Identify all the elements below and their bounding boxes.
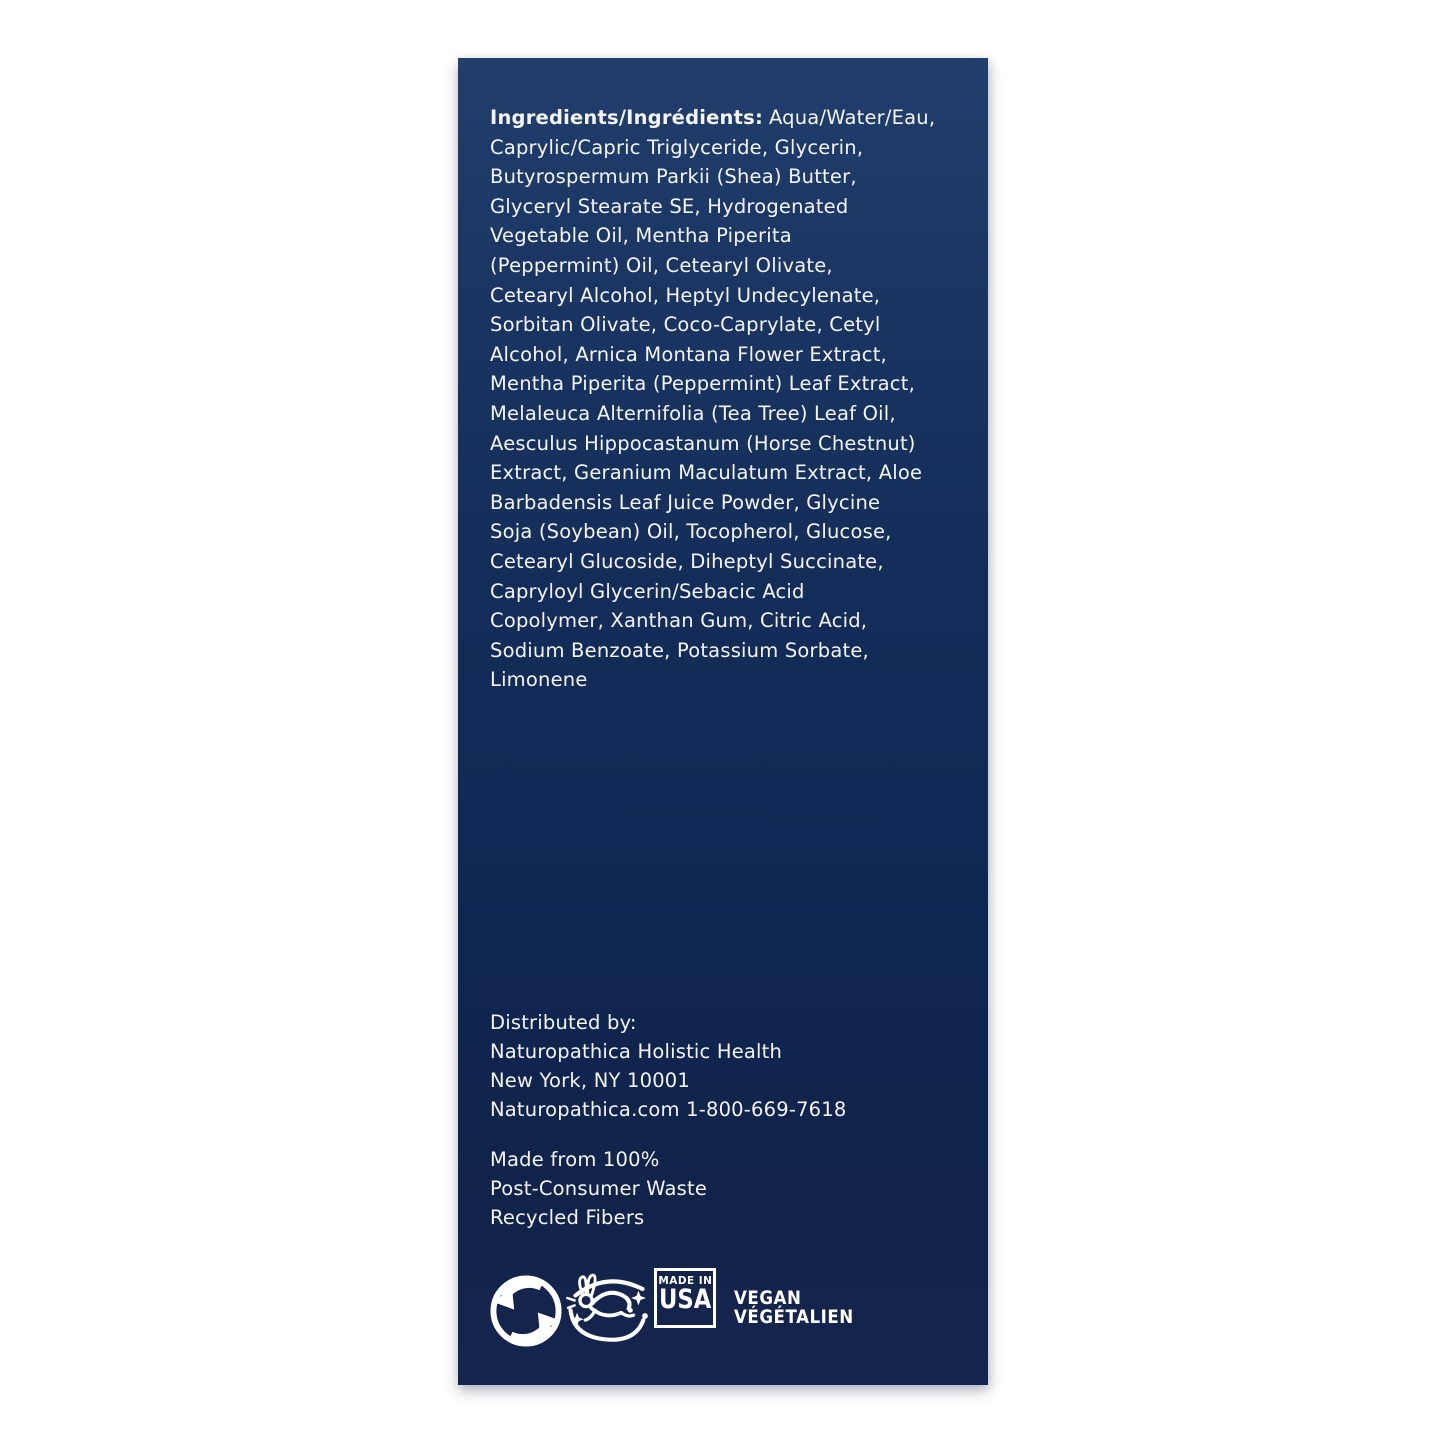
distributor-info [490, 1008, 847, 1124]
ingredients-line: Butyrospermum Parkii (Shea) Butter, [490, 165, 857, 189]
ingredients-line: Limonene [490, 668, 588, 692]
ingredients-line: Sodium Benzoate, Potassium Sorbate, [490, 638, 869, 662]
made-in-usa-badge [654, 1268, 716, 1328]
distributor-line: Naturopathica.com 1-800-669-7618 [490, 1098, 847, 1121]
distributor-line: Naturopathica Holistic Health [490, 1040, 783, 1063]
eco-line: Post-Consumer Waste [490, 1177, 708, 1200]
eco-line: Recycled Fibers [490, 1206, 645, 1229]
ingredients-line: Soja (Soybean) Oil, Tocopherol, Glucose, [490, 520, 892, 544]
vegan-label-en: VEGAN [734, 1288, 802, 1309]
ingredients-line: Sorbitan Olivate, Coco-Caprylate, Cetyl [490, 313, 881, 337]
ingredients-line: Extract, Geranium Maculatum Extract, Aloe [490, 461, 923, 485]
distributor-line: Distributed by: [490, 1011, 637, 1034]
ingredients-line: Vegetable Oil, Mentha Piperita [490, 224, 792, 248]
ingredients-line: Copolymer, Xanthan Gum, Citric Acid, [490, 609, 868, 633]
leaping-bunny-cruelty-free-icon [564, 1267, 654, 1347]
ingredients-list [490, 103, 935, 695]
product-box-back-panel [458, 58, 988, 1385]
ingredients-line-text: Aqua/Water/Eau, [768, 106, 936, 129]
green-dot-recycling-icon [489, 1274, 563, 1348]
ingredients-line: Glyceryl Stearate SE, Hydrogenated [490, 194, 849, 218]
ingredients-label: Ingredients/Ingrédients: [490, 106, 763, 129]
made-in-usa-badge-top: MADE IN [658, 1274, 712, 1287]
ingredients-line: Caprylic/Capric Triglyceride, Glycerin, [490, 135, 864, 159]
ingredients-line: Cetearyl Glucoside, Diheptyl Succinate, [490, 549, 884, 573]
eco-line: Made from 100% [490, 1148, 660, 1171]
ingredients-line: Alcohol, Arnica Montana Flower Extract, [490, 342, 887, 366]
distributor-line: New York, NY 10001 [490, 1069, 691, 1092]
made-in-usa-badge-main: USA [658, 1284, 712, 1315]
ingredients-line: Melaleuca Alternifolia (Tea Tree) Leaf Oil, [490, 401, 896, 425]
ingredients-line: (Peppermint) Oil, Cetearyl Olivate, [490, 253, 833, 277]
ingredients-line: Mentha Piperita (Peppermint) Leaf Extract, [490, 372, 915, 396]
ingredients-line [490, 103, 935, 133]
ingredients-line: Barbadensis Leaf Juice Powder, Glycine [490, 490, 881, 514]
vegan-label [734, 1289, 854, 1327]
ingredients-line: Capryloyl Glycerin/Sebacic Acid [490, 579, 805, 603]
vegan-label-fr: VÉGÉTALIEN [734, 1307, 854, 1328]
ingredients-line: Aesculus Hippocastanum (Horse Chestnut) [490, 431, 916, 455]
recycled-fibers-note [490, 1145, 707, 1232]
ingredients-line: Cetearyl Alcohol, Heptyl Undecylenate, [490, 283, 881, 307]
